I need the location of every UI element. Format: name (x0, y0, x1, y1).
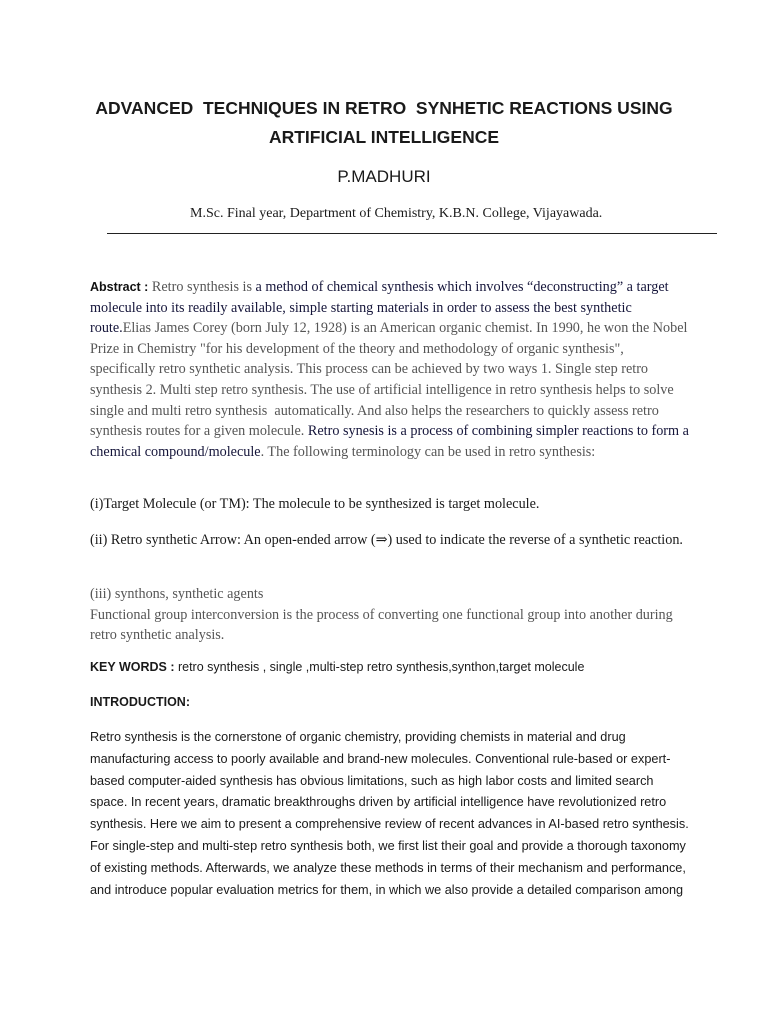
keywords-line (90, 660, 690, 674)
header-divider (107, 233, 717, 234)
abstract-segment-3: Elias James Corey (born July 12, 1928) is an American organic chemist. In 1990, he won the Nobel Prize in Chemistry "for his development of the theory and methodology of organic synthesis", specifically retro synthetic analysis. This process can be achieved by two ways 1. Single step retro synthesis 2. Multi step retro synthesis. The use of artificial intelligence in retro synthesis helps to solve single and multi retro synthesis automatically. And also helps the researchers to quickly assess retro synthesis routes for a given molecule. (90, 320, 692, 440)
abstract-segment-2: a method of chemical synthesis which involves “deconstructing” a target molecule into its readily available, simple starting materials in order to assess the best synthetic route. (90, 279, 669, 337)
title-line-1: ADVANCED TECHNIQUES IN RETRO SYNHETIC REACTIONS USING (95, 98, 673, 118)
term-synthons-heading: (iii) synthons, synthetic agents (90, 586, 264, 602)
term-synthons (90, 584, 690, 646)
keywords-label: KEY WORDS : (90, 660, 175, 674)
term-fgi-description: Functional group interconversion is the process of converting one functional group into another during retro synthetic analysis. (90, 606, 673, 644)
introduction-paragraph: Retro synthesis is the cornerstone of organic chemistry, providing chemists in material and drug manufacturing access to poorly available and brand-new molecules. Conventional rule-based or expert-based computer-aided synthesis has obvious limitations, such as high labor costs and limited search space. In recent years, dramatic breakthroughs driven by artificial intelligence have revolutionized retro synthesis. Here we aim to present a comprehensive review of recent advances in AI-based retro synthesis. For single-step and multi-step retro synthesis both, we first list their goal and provide a thorough taxonomy of existing methods. Afterwards, we analyze these methods in terms of their mechanism and performance, and introduce popular evaluation metrics for them, in which we also provide a detailed comparison among (90, 730, 689, 897)
abstract-paragraph (90, 277, 690, 462)
author-name: P.MADHURI (337, 167, 431, 186)
abstract-segment-1: Retro synthesis is (148, 279, 256, 295)
paper-title (80, 94, 688, 152)
introduction-heading: INTRODUCTION: (90, 695, 190, 709)
abstract-segment-5: . The following terminology can be used in retro synthesis: (260, 443, 596, 460)
abstract-segment-4: Retro synesis is a process of combining simpler reactions to form a chemical compound/molecule (90, 423, 689, 460)
author-affiliation: M.Sc. Final year, Department of Chemistry, K.B.N. College, Vijayawada. (190, 206, 603, 221)
title-line-2: ARTIFICIAL INTELLIGENCE (268, 127, 500, 147)
term-target-molecule: (i)Target Molecule (or TM): The molecule to be synthesized is target molecule. (90, 496, 540, 512)
term-retro-arrow: (ii) Retro synthetic Arrow: An open-ended arrow (⇒) used to indicate the reverse of a synthetic reaction. (90, 532, 683, 548)
abstract-label: Abstract : (90, 280, 149, 294)
keywords-text: retro synthesis , single ,multi-step retro synthesis,synthon,target molecule (174, 660, 585, 674)
